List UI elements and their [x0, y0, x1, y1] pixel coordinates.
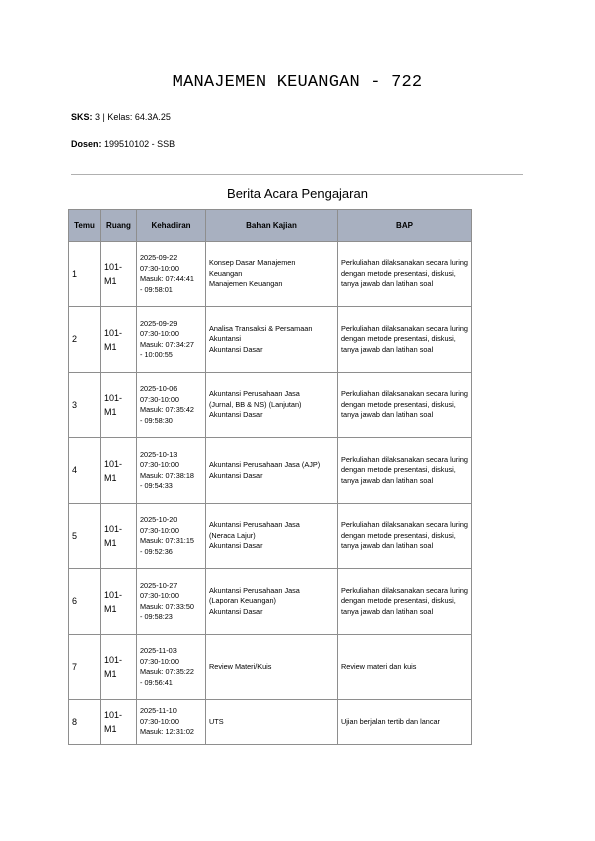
- kehadiran-line: 2025-10-06: [140, 384, 178, 393]
- ruang-cell: [101, 635, 137, 700]
- bahan-kajian-cell: [206, 635, 338, 700]
- kehadiran-line: 07:30-10:00: [140, 263, 179, 273]
- kehadiran-line: 2025-10-27: [140, 580, 178, 590]
- bahan-line: (Neraca Lajur): [209, 530, 256, 540]
- bahan-kajian-cell: [206, 438, 338, 504]
- bap-cell: [338, 438, 472, 504]
- bahan-line: Akuntansi Perusahaan Jasa (AJP): [209, 460, 321, 469]
- kehadiran-line: 07:30-10:00: [140, 525, 179, 535]
- kehadiran-line: - 09:54:33: [140, 481, 173, 490]
- dosen-label: Dosen:: [71, 139, 102, 149]
- bap-text: Review materi dan kuis: [341, 661, 417, 671]
- bahan-line: Manajemen Keuangan: [209, 279, 283, 289]
- kehadiran-cell: [137, 504, 206, 569]
- bahan-line: UTS: [209, 716, 224, 726]
- header-kehadiran: Kehadiran: [137, 210, 206, 242]
- sks-line: [71, 112, 171, 122]
- kehadiran-line: 2025-10-20: [140, 515, 178, 524]
- ruang-cell: [101, 373, 137, 438]
- bahan-line: Akuntansi Perusahaan Jasa: [209, 520, 300, 530]
- ruang-line: 101-: [104, 710, 123, 720]
- kehadiran-cell: [137, 242, 206, 307]
- bap-text: Perkuliahan dilaksanakan secara luring dengan metode presentasi, diskusi, tanya jawab dan latihan soal: [341, 323, 468, 354]
- ruang-line: M1: [104, 538, 117, 548]
- kehadiran-line: Masuk: 07:44:41: [140, 274, 194, 283]
- kehadiran-line: 2025-09-22: [140, 253, 178, 262]
- kehadiran-line: - 09:58:23: [140, 612, 173, 621]
- bahan-kajian-cell: [206, 700, 338, 745]
- ruang-line: M1: [104, 341, 117, 352]
- table-row: [69, 242, 472, 307]
- divider: [71, 174, 523, 175]
- temu-cell: 8: [69, 700, 101, 745]
- kehadiran-line: 2025-10-13: [140, 449, 178, 459]
- ruang-cell: [101, 242, 137, 307]
- bahan-line: Konsep Dasar Manajemen: [209, 258, 296, 268]
- kehadiran-cell: [137, 373, 206, 438]
- bahan-line: Akuntansi Dasar: [209, 470, 263, 480]
- sks-label: SKS:: [71, 112, 93, 122]
- bahan-line: Akuntansi Perusahaan Jasa: [209, 389, 300, 399]
- ruang-line: 101-: [104, 458, 123, 469]
- bap-cell: [338, 307, 472, 373]
- bahan-line: Akuntansi Perusahaan Jasa: [209, 585, 300, 595]
- kehadiran-line: - 09:52:36: [140, 546, 173, 556]
- table-row: [69, 438, 472, 504]
- bahan-line: Keuangan: [209, 268, 243, 278]
- ruang-line: M1: [104, 603, 117, 614]
- kehadiran-cell: [137, 438, 206, 504]
- kehadiran-line: Masuk: 07:35:22: [140, 667, 194, 676]
- dosen-line: [71, 139, 175, 149]
- bap-table: [68, 209, 472, 745]
- kehadiran-line: 07:30-10:00: [140, 394, 179, 404]
- kehadiran-cell: [137, 307, 206, 373]
- kehadiran-cell: [137, 635, 206, 700]
- ruang-line: M1: [104, 669, 117, 679]
- bap-text: Perkuliahan dilaksanakan secara luring dengan metode presentasi, diskusi, tanya jawab dan latihan soal: [341, 389, 468, 420]
- kehadiran-line: - 09:56:41: [140, 677, 173, 687]
- table-row: [69, 307, 472, 373]
- bahan-kajian-cell: [206, 373, 338, 438]
- bahan-kajian-cell: [206, 504, 338, 569]
- kehadiran-line: Masuk: 12:31:02: [140, 727, 194, 737]
- kehadiran-cell: [137, 700, 206, 745]
- temu-cell: 4: [69, 438, 101, 504]
- ruang-line: M1: [104, 276, 117, 286]
- bap-cell: [338, 569, 472, 635]
- header-ruang: Ruang: [101, 210, 137, 242]
- ruang-line: 101-: [104, 655, 123, 665]
- bahan-line: (Laporan Keuangan): [209, 596, 276, 606]
- bap-text: Perkuliahan dilaksanakan secara luring dengan metode presentasi, diskusi, tanya jawab dan latihan soal: [341, 520, 468, 551]
- kehadiran-line: Masuk: 07:34:27: [140, 339, 194, 349]
- section-title: Berita Acara Pengajaran: [227, 186, 368, 201]
- bahan-kajian-cell: [206, 242, 338, 307]
- bap-cell: [338, 635, 472, 700]
- ruang-line: M1: [104, 407, 117, 417]
- kehadiran-line: 2025-11-03: [140, 646, 177, 655]
- table-row: [69, 700, 472, 745]
- kehadiran-line: - 09:58:01: [140, 284, 173, 294]
- table-row: [69, 373, 472, 438]
- kehadiran-cell: [137, 569, 206, 635]
- bap-cell: [338, 504, 472, 569]
- bap-cell: [338, 242, 472, 307]
- ruang-line: 101-: [104, 327, 123, 338]
- kehadiran-line: Masuk: 07:35:42: [140, 405, 194, 414]
- bap-text: Perkuliahan dilaksanakan secara luring dengan metode presentasi, diskusi, tanya jawab dan latihan soal: [341, 454, 468, 485]
- kehadiran-line: 07:30-10:00: [140, 716, 179, 726]
- kehadiran-line: - 09:58:30: [140, 415, 173, 425]
- ruang-cell: [101, 569, 137, 635]
- ruang-cell: [101, 438, 137, 504]
- bahan-line: Akuntansi Dasar: [209, 541, 263, 551]
- bap-cell: [338, 700, 472, 745]
- bap-cell: [338, 373, 472, 438]
- bahan-kajian-cell: [206, 307, 338, 373]
- ruang-line: 101-: [104, 393, 123, 403]
- header-bap: BAP: [338, 210, 472, 242]
- kehadiran-line: Masuk: 07:33:50: [140, 601, 194, 611]
- temu-cell: 1: [69, 242, 101, 307]
- bahan-line: (Jurnal, BB & NS) (Lanjutan): [209, 399, 302, 409]
- temu-cell: 5: [69, 504, 101, 569]
- bahan-line: Akuntansi: [209, 334, 242, 344]
- bap-text: Perkuliahan dilaksanakan secara luring dengan metode presentasi, diskusi, tanya jawab dan latihan soal: [341, 258, 468, 289]
- ruang-line: 101-: [104, 589, 123, 600]
- temu-cell: 3: [69, 373, 101, 438]
- bahan-line: Akuntansi Dasar: [209, 410, 263, 420]
- kehadiran-line: 2025-11-10: [140, 706, 177, 716]
- kehadiran-line: - 10:00:55: [140, 350, 173, 359]
- temu-cell: 6: [69, 569, 101, 635]
- ruang-cell: [101, 700, 137, 745]
- kehadiran-line: 07:30-10:00: [140, 329, 179, 338]
- table-row: [69, 635, 472, 700]
- temu-cell: 2: [69, 307, 101, 373]
- ruang-line: 101-: [104, 524, 123, 534]
- bahan-line: Akuntansi Dasar: [209, 606, 263, 616]
- kehadiran-line: 2025-09-29: [140, 318, 178, 328]
- kehadiran-line: Masuk: 07:31:15: [140, 536, 194, 545]
- sks-value: 3 | Kelas: 64.3A.25: [95, 112, 171, 122]
- ruang-cell: [101, 504, 137, 569]
- bahan-line: Analisa Transaksi & Persamaan: [209, 323, 313, 333]
- kehadiran-line: 07:30-10:00: [140, 656, 179, 666]
- temu-cell: 7: [69, 635, 101, 700]
- bahan-line: Akuntansi Dasar: [209, 344, 263, 354]
- ruang-line: M1: [104, 724, 117, 734]
- ruang-cell: [101, 307, 137, 373]
- header-bahan-kajian: Bahan Kajian: [206, 210, 338, 242]
- bap-text: Perkuliahan dilaksanakan secara luring dengan metode presentasi, diskusi, tanya jawab dan latihan soal: [341, 585, 468, 616]
- kehadiran-line: Masuk: 07:38:18: [140, 470, 194, 480]
- kehadiran-line: 07:30-10:00: [140, 591, 179, 600]
- table-header-row: [69, 210, 472, 242]
- document-title: MANAJEMEN KEUANGAN - 722: [172, 73, 423, 92]
- kehadiran-line: 07:30-10:00: [140, 460, 179, 469]
- ruang-line: 101-: [104, 262, 123, 272]
- table-row: [69, 569, 472, 635]
- table-row: [69, 504, 472, 569]
- header-temu: Temu: [69, 210, 101, 242]
- bahan-line: Review Materi/Kuis: [209, 661, 272, 671]
- dosen-value: 199510102 - SSB: [104, 139, 176, 149]
- ruang-line: M1: [104, 472, 117, 483]
- bahan-kajian-cell: [206, 569, 338, 635]
- bap-text: Ujian berjalan tertib dan lancar: [341, 716, 440, 726]
